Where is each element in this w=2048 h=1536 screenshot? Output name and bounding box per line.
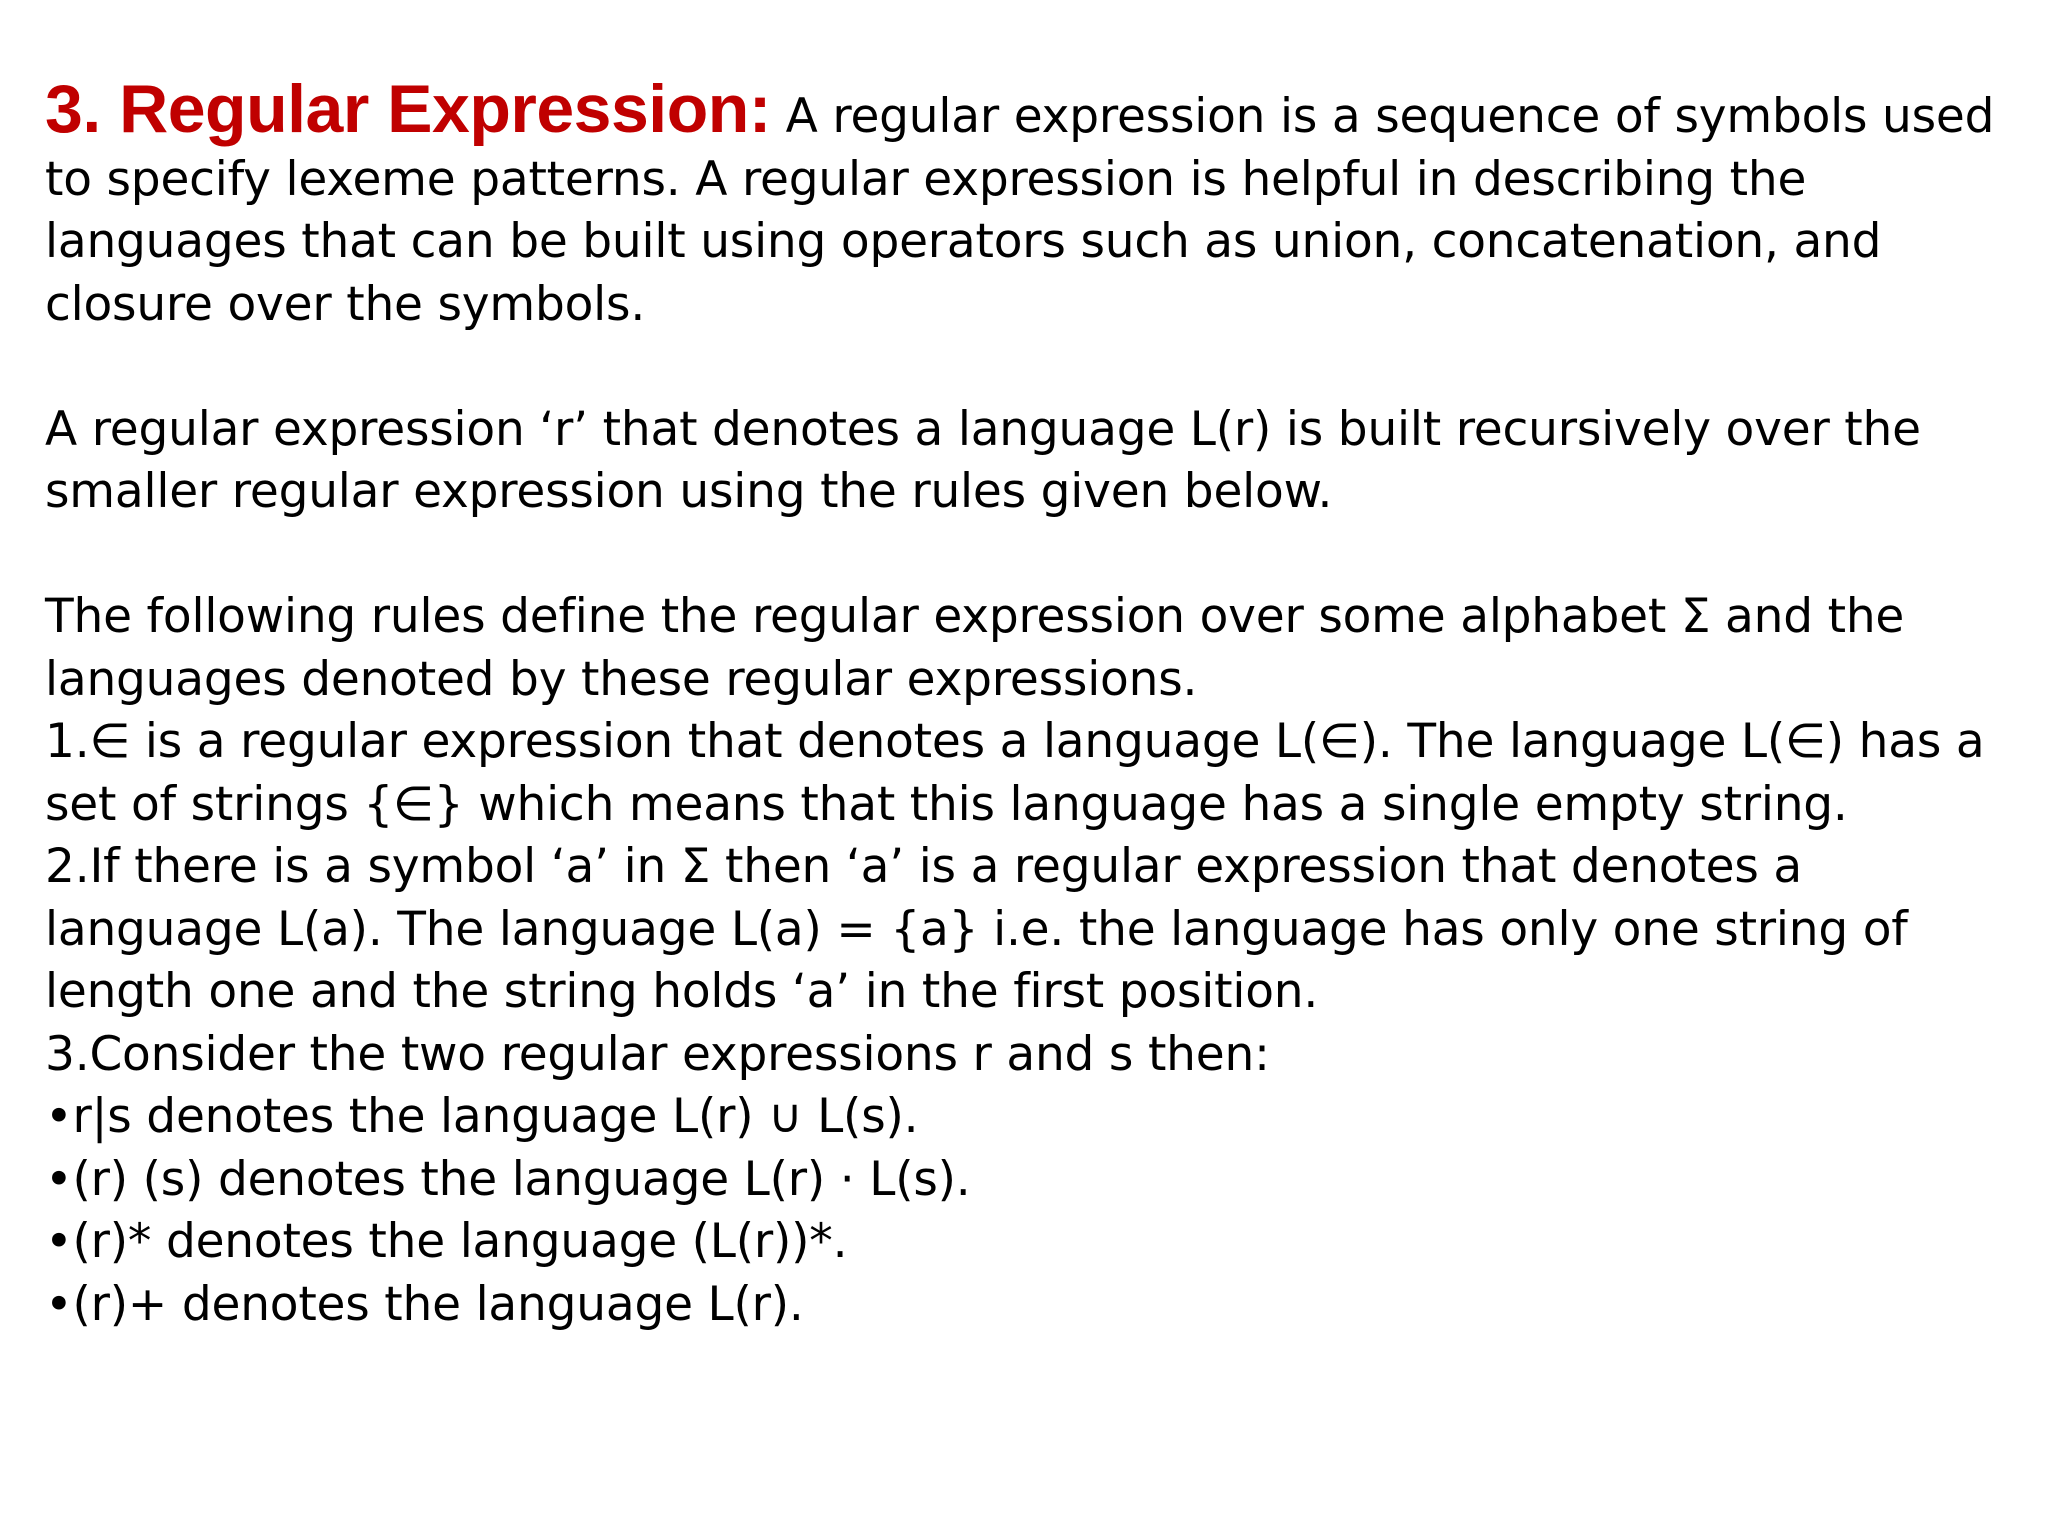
rule-item: 1.∈ is a regular expression that denotes a language L(∈). The language L(∈) has a set of strings {∈} which means that this language has a single empty string. (45, 714, 1985, 832)
rule-item: 3.Consider the two regular expressions r and s then: (45, 1026, 1270, 1082)
slide-content (45, 71, 2020, 1336)
rule-item: 2.If there is a symbol ‘a’ in Σ then ‘a’ is a regular expression that denotes a language L(a). The language L(a) = {a} i.e. the language has only one string of length one and the string holds ‘a’ in the first position. (45, 839, 1908, 1019)
intro-paragraph (45, 71, 2020, 336)
spacer (45, 336, 2020, 399)
bullet-item: •(r) (s) denotes the language L(r) ⋅ L(s). (45, 1151, 971, 1207)
intro-text: A regular expression is a sequence of symbols used to specify lexeme patterns. A regular expression is helpful in describing the languages that can be built using operators such as union, concatenation, and closure over the symbols. (45, 89, 1995, 332)
bullet-item: •r|s denotes the language L(r) ∪ L(s). (45, 1089, 919, 1144)
section-heading: 3. Regular Expression: (45, 71, 771, 147)
bullet-item: •(r)+ denotes the language L(r). (45, 1276, 804, 1332)
bullet-item: •(r)* denotes the language (L(r))*. (45, 1214, 848, 1269)
recursive-definition-paragraph: A regular expression ‘r’ that denotes a language L(r) is built recursively over the smaller regular expression using the rules given below. (45, 401, 1921, 519)
rules-intro-paragraph: The following rules define the regular expression over some alphabet Σ and the languages denoted by these regular expressions. (45, 589, 1905, 707)
spacer (45, 524, 2020, 587)
